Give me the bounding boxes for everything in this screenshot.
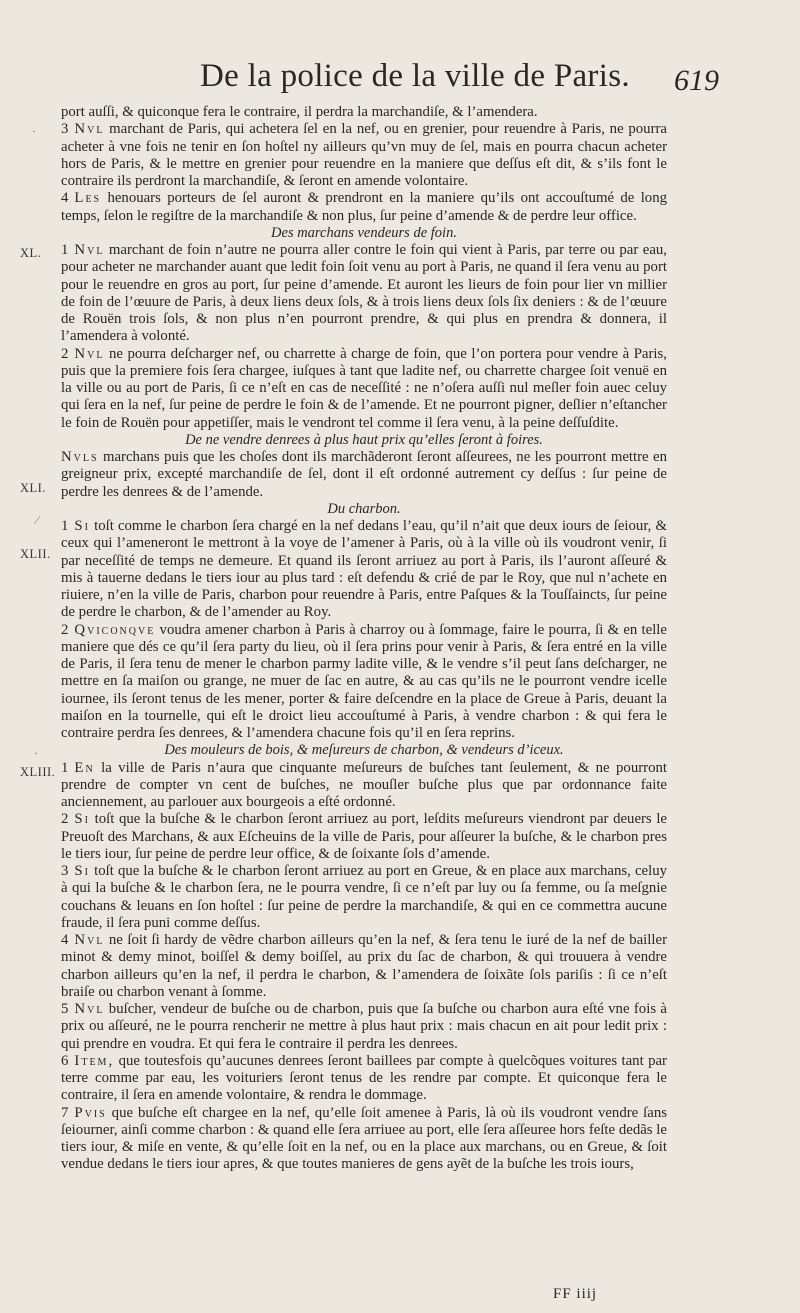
margin-note-xl: XL. (20, 246, 42, 260)
article-paragraph (61, 863, 667, 932)
lead-word: Nvl (74, 932, 105, 948)
lead-word: Nvl (74, 242, 105, 258)
article-number: 1 (61, 242, 69, 258)
article-paragraph (61, 1053, 667, 1105)
lead-word: En (74, 759, 95, 776)
paragraph-text: marchant de Paris, qui achetera ſel en la nef, ou en grenier, pour reuendre à Paris, ne pourra acheter à vne fois ne tenir en ſon hoſtel ny ailleurs qu’vn muy de ſel, mais en pourra chacun acheter hors de Paris, & le mettre en grenier pour reuendre en la maniere que deſſus eſt dit, & s’ils font le contraire ils perdront la marchandiſe, & ſeront en amende volontaire. (61, 121, 667, 189)
section-heading: De ne vendre denrees à plus haut prix qu’elles ſeront à foires. (185, 431, 543, 448)
ink-speck: · (32, 124, 36, 138)
ink-speck: · (34, 746, 38, 760)
lead-word: Si (74, 518, 90, 534)
main-text (61, 104, 667, 1174)
article-paragraph (61, 1105, 667, 1174)
lead-word: Nvl (74, 1001, 105, 1017)
section-heading: Des mouleurs de bois, & meſureurs de charbon, & vendeurs d’iceux. (164, 742, 564, 759)
article-number: 3 (61, 121, 69, 138)
paragraph-text: toſt que la buſche & le charbon ſeront arriuez au port en Greue, & en place aux marchans, celuy à qui la buſche & le charbon ſera, ne le pourra vendre, ſi ce n’eſt par luy ou ſa femme, ou ſa meſgnie couchans & leuans en ſon hoſtel : ſur peine de perdre la marchandiſe, & qui en ce commettra aucune fraude, il ſera puni comme deſſus. (61, 863, 667, 931)
lead-word: Item, (74, 1052, 115, 1069)
article-paragraph (61, 932, 667, 1001)
article-paragraph (61, 121, 667, 190)
margin-note-xliii: XLIII. (20, 765, 56, 779)
article-number: 2 (61, 621, 69, 638)
paragraph-text: marchans puis que les choſes dont ils marchãderont ſeront aſſeurees, ne les pourront mettre en greigneur prix, excepté marchandiſe de ſel, dont il eſt ordonné autrement cy deſſus : ſur peine de perdre les denrees & de l’amende. (61, 449, 667, 500)
article-paragraph (61, 242, 667, 346)
article-number: 1 (61, 759, 69, 776)
article-number: 1 (61, 518, 69, 534)
paragraph-text: ne ſoit ſi hardy de vẽdre charbon ailleurs qu’en la nef, & ſera tenu le iuré de la nef de bailler minot & demy minot, boiſſel & demy boiſſel, au prix du ſac de charbon, & qui trouuera à vendre charbon ailleurs qu’en la nef, il perdra le charbon, & l’amendera de ſoixãte ſols pariſis : ſi ce n’eſt braiſe ou charbon venant à ſomme. (61, 932, 667, 1000)
lead-word: Si (74, 863, 90, 879)
article-number: 3 (61, 863, 69, 879)
article-paragraph (61, 622, 667, 743)
lead-word: Nvls (61, 449, 99, 465)
lead-word: Si (74, 811, 90, 828)
article-paragraph (61, 760, 667, 812)
lead-word: Les (74, 190, 102, 207)
paragraph-text: buſcher, vendeur de buſche ou de charbon, puis que ſa buſche ou charbon aura eſté vne fois à prix ou aſſeuré, ne le pourra rencherir ne mettre à plus haut prix : mais chacun en ait pour ledit prix : qui prendre en voudra. Et qui fera le contraire il perdra les denrees. (61, 1001, 667, 1052)
running-header (0, 58, 800, 98)
lead-word: Qviconqve (74, 621, 156, 638)
margin-note-xlii: XLII. (20, 547, 51, 561)
article-paragraph (61, 1001, 667, 1053)
paragraph-text: la ville de Paris n’aura que cinquante meſureurs de buſches tant ſeulement, & ne pourront prendre de compter vn cent de buſches, ne mouſler buſche plus que par ordonnance faite anciennement, au parlouer aux bourgeois a eſté ordonné. (61, 759, 667, 810)
article-number: 6 (61, 1052, 69, 1069)
article-paragraph (61, 449, 667, 501)
article-paragraph (61, 811, 667, 863)
article-number: 2 (61, 345, 69, 362)
paragraph-text: henouars porteurs de ſel auront & prendront en la maniere qu’ils ont accouſtumé de long temps, ſelon le regiſtre de la marchandiſe & non plus, ſur peine d’amende & de perdre leur office. (61, 190, 667, 224)
lead-word: Nvl (74, 121, 105, 138)
article-paragraph (61, 346, 667, 432)
section-heading: Du charbon. (327, 500, 401, 517)
paragraph-text: port auſſi, & quiconque fera le contraire, il perdra la marchandiſe, & l’amendera. (61, 104, 538, 120)
paragraph-text: toſt que la buſche & le charbon ſeront arriuez au port, leſdits meſureurs viendront par deuers le Preuoſt des Marchans, & aux Eſcheuins de la ville de Paris, pour aſſeurer la buſche, & le charbon pres le tiers iour, ſur peine de perdre leur office, & de ſoixante ſols d’amende. (61, 811, 667, 862)
paragraph-text: voudra amener charbon à Paris à charroy ou à ſommage, faire le pourra, ſi & en telle maniere que dés ce qu’il ſera party du lieu, où il ſera prins pour venir à Paris, & ſera entré en la ville de Paris, il ſera tenu de mener le charbon parmy ladite ville, & le vendre s’il peut ſans deſcharger, ne mettre en ſa maiſon ou grange, ne muer de ſac en autre, & au cas qu’ils ne le pourront vendre icelle iournee, ils ſeront tenus de les mener, porter & faire deſcendre en la place de Greue à Paris, deuant la maiſon en la tournelle, qui eſt le droict lieu accouſtumé à Paris, à vendre charbon : & qui fera le contraire perdra ſes denrees, & l’amendera chacune fois qu’il en ſera reprins. (61, 621, 667, 741)
article-number: 7 (61, 1104, 69, 1121)
lead-word: Nvl (74, 345, 105, 362)
signature-mark: FF iiij (553, 1286, 598, 1302)
article-number: 4 (61, 190, 69, 207)
article-number: 4 (61, 932, 69, 948)
paragraph-text: toſt comme le charbon ſera chargé en la nef dedans l’eau, qu’il n’ait que deux iours de ſeiour, & ceux qui l’ameneront le mettront à la voye de l’amener à Paris, où à la ville où ils voudront venir, ſi par neceſſité de temps ne demeure. Et quand ils ſeront arriuez au port à Paris, ils l’auront aſſeuré & mis à tauerne dedans le tiers iour au plus tard : eſt defendu & crié de par le Roy, que nul n’achete en riuiere, n’en la ville de Paris, charbon pour reuendre à Paris, entre Paſques & la Touſſaincts, ſur peine de perdre le charbon, & de l’amender au Roy. (61, 518, 667, 621)
paragraph-text: que toutesfois qu’aucunes denrees ſeront baillees par compte à quelcõques voitures tant par terre comme par eau, les voituriers ſeront tenus de les rendre par compte. Et quiconque fera le contraire, il ſera en amende volontaire, & rendra le dommage. (61, 1052, 667, 1104)
article-paragraph (61, 190, 667, 225)
article-paragraph (61, 518, 667, 622)
paragraph-text: ne pourra deſcharger nef, ou charrette à charge de foin, que l’on portera pour vendre à Paris, puis que la premiere fois ſera chargee, iuſques à tant que ladite nef, ou charrette chargee ſoit venuë en la ville ou au port de Paris, ſi ce n’eſt en cas de neceſſité : ne n’oſera auſſi nul meſler foin auec celuy qui ſera en la nef, ſur peine de perdre le foin & de l’amende. Et ne pourront pigner, deſlier n’eſtancher le foin de Rouën pour appetiſſer, mais le vendront tel comme il ſera venu, à la peine deſſuſdite. (61, 345, 667, 431)
ink-speck: ⁄ (36, 513, 39, 527)
article-number: 2 (61, 811, 69, 828)
article-paragraph (61, 104, 667, 121)
page-title: De la police de la ville de Paris. (200, 58, 630, 94)
section-heading: Des marchans vendeurs de foin. (271, 224, 457, 241)
lead-word: Pvis (74, 1104, 107, 1121)
margin-note-xli: XLI. (20, 481, 46, 495)
paragraph-text: que buſche eſt chargee en la nef, qu’elle ſoit amenee à Paris, là où ils voudront vendre ſans ſeiourner, ainſi comme charbon : & quand elle ſera arriuee au port, elle ſera aſſeuree hors feſte dedãs le tiers iour, & miſe en vente, & qu’elle ſoit en la nef, ou en la place aux marchans, ou en Greue, & ſoit vendue dedans le tiers iour apres, & que toutes manieres de gens ayẽt de la buſche les trois iours, (61, 1104, 667, 1173)
paragraph-text: marchant de foin n’autre ne pourra aller contre le foin qui vient à Paris, par terre ou par eau, pour acheter ne marchander auant que ledit foin ſoit venu au port à Paris, ne quand il ſera venu au port pour le reuendre en gros au port, ſur peine d’amende. Et auront les lieurs de foin pour lier vn millier de foin de l’œuure de Paris, à deux liens deux ſols, & à trois liens deux ſols ſix deniers : & de l’œuure de Rouën trois ſols, & non plus n’en pourront prendre, & qui plus en prendra & donnera, il l’amendera à volonté. (61, 242, 667, 345)
folio-number: 619 (674, 64, 719, 97)
article-number: 5 (61, 1001, 69, 1017)
